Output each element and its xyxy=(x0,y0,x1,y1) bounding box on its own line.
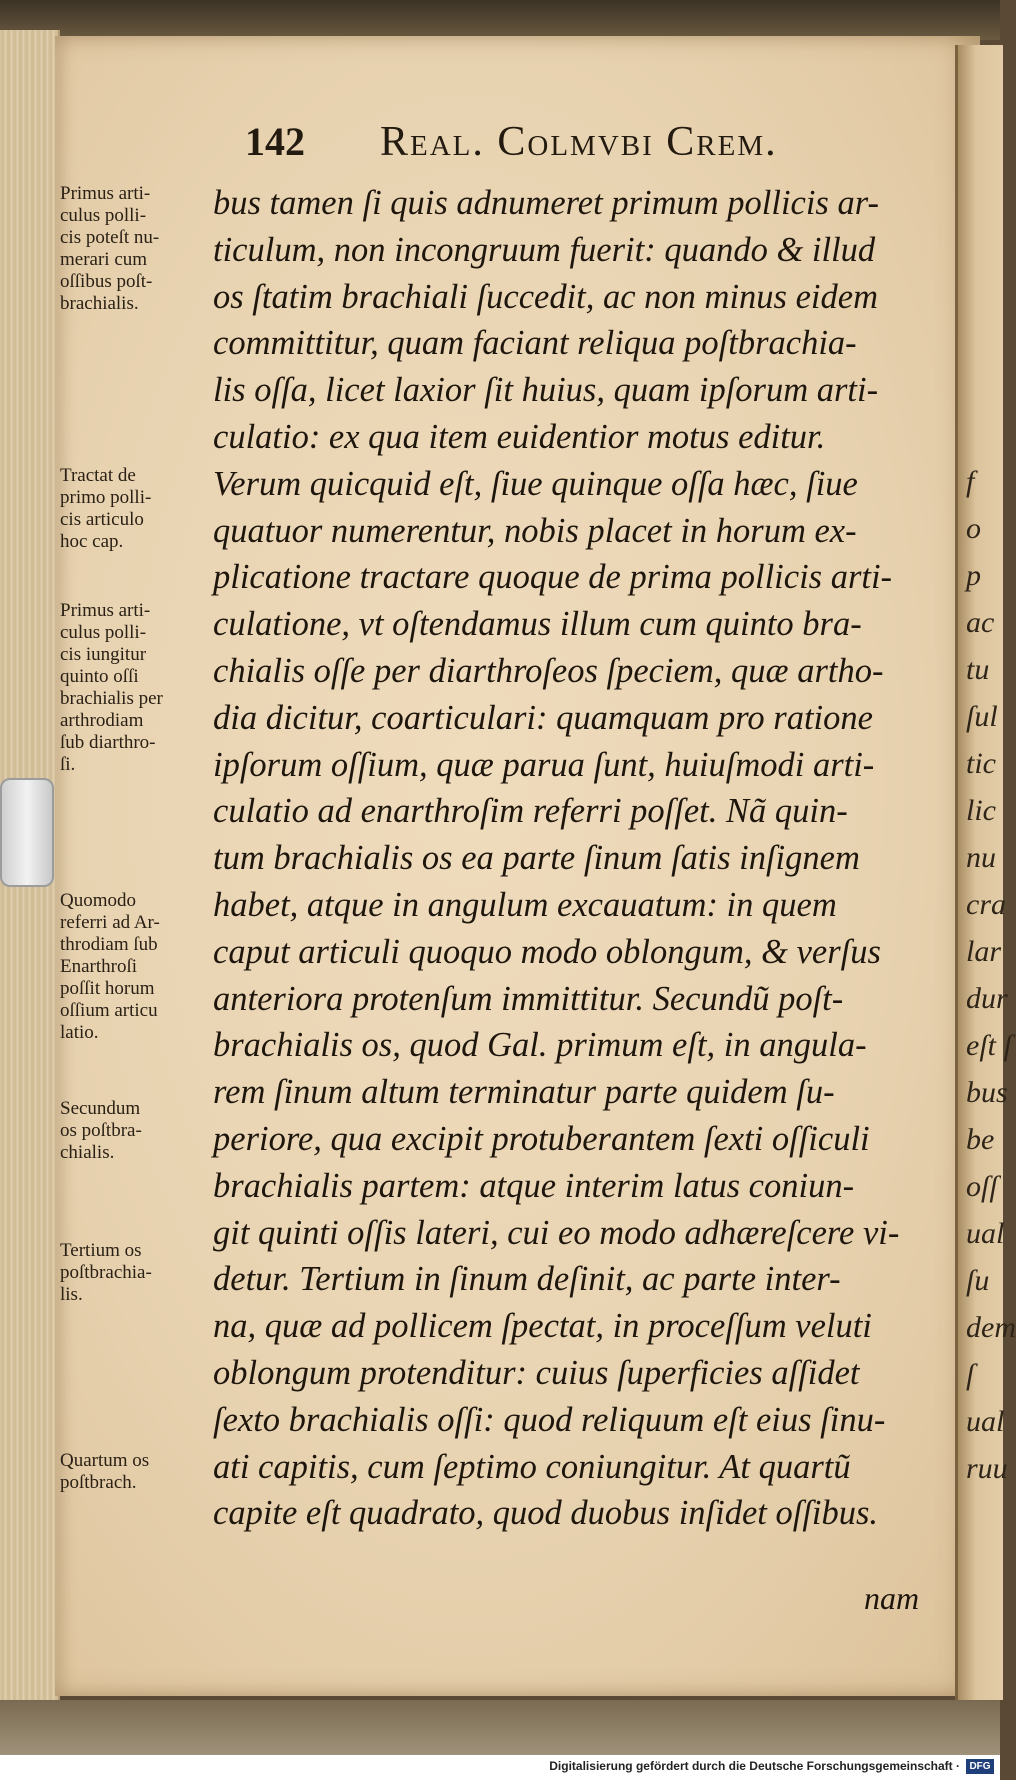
footer-bar xyxy=(0,1755,1000,1780)
book-bottom-edge xyxy=(0,1700,1000,1755)
margin-note-line: brachialis. xyxy=(60,293,139,314)
next-page-fragment: dur xyxy=(966,982,1008,1015)
body-line: ſexto brachialis oſſi: quod reliquum eſt eius ſinu- xyxy=(213,1400,886,1439)
body-line: ati capitis, cum ſeptimo coniungitur. At quartũ xyxy=(213,1447,851,1486)
next-page-fragment: ual xyxy=(966,1405,1005,1438)
next-page-fragment: lar xyxy=(966,935,1002,968)
margin-note-line: os poſtbra- xyxy=(60,1120,142,1141)
body-line: na, quæ ad pollicem ſpectat, in proceſſum veluti xyxy=(213,1307,872,1346)
margin-note-line: culus polli- xyxy=(60,205,147,226)
page-number: 142 xyxy=(245,119,305,164)
body-line: tum brachialis os ea parte ſinum ſatis inſignem xyxy=(213,839,860,878)
margin-note-line: ſub diarthro- xyxy=(60,732,156,753)
body-line: brachialis partem: atque interim latus coniun- xyxy=(213,1166,855,1205)
body-line: capite eſt quadrato, quod duobus inſidet oſſibus. xyxy=(213,1494,879,1533)
next-page-fragment: ual xyxy=(966,1217,1005,1250)
body-line: ipſorum oſſium, quæ parua ſunt, huiuſmodi arti- xyxy=(213,745,875,784)
margin-note-line: primo polli- xyxy=(60,487,152,508)
margin-note-line: Primus arti- xyxy=(60,600,151,621)
body-line: ticulum, non incongruum fuerit: quando & illud xyxy=(213,230,876,269)
dfg-logo: DFG xyxy=(966,1759,994,1774)
margin-note-line: oſſibus poſt- xyxy=(60,271,153,292)
body-line: bus tamen ſi quis adnumeret primum pollicis ar- xyxy=(213,184,879,222)
backdrop xyxy=(0,0,1000,40)
body-line: dia dicitur, coarticulari: quamquam pro ratione xyxy=(213,698,873,737)
next-page-fragment: tu xyxy=(966,653,990,686)
margin-note xyxy=(60,1240,230,1306)
next-page-fragment: ac xyxy=(966,606,995,639)
margin-note xyxy=(60,183,230,315)
next-page-fragment: tic xyxy=(966,747,996,780)
body-line: git quinti oſſis lateri, cui eo modo adhæreſcere vi- xyxy=(213,1213,900,1252)
next-page-fragment: lic xyxy=(966,794,996,827)
margin-note xyxy=(60,600,230,776)
next-page-fragment: ſul xyxy=(966,700,998,733)
margin-note-line: arthrodiam xyxy=(60,710,144,731)
margin-note-line: Enarthroſi xyxy=(60,956,138,977)
running-head: Real. Colmvbi Crem. xyxy=(380,119,778,165)
body-line: culatio ad enarthroſim referri poſſet. Nã quin- xyxy=(213,792,848,831)
margin-note-line: hoc cap. xyxy=(60,531,124,552)
next-page-fragment: ſ xyxy=(966,1358,975,1391)
margin-note-line: poſtbrach. xyxy=(60,1472,137,1493)
margin-note-line: referri ad Ar- xyxy=(60,912,160,933)
next-page-fragment: o xyxy=(966,512,981,545)
body-line: culatio: ex qua item euidentior motus editur. xyxy=(213,418,826,456)
body-line: plicatione tractare quoque de prima pollicis arti- xyxy=(213,558,893,597)
digitization-credit: Digitalisierung gefördert durch die Deutsche Forschungsgemeinschaft · xyxy=(549,1759,960,1773)
margin-note-line: cis iungitur xyxy=(60,644,147,665)
margin-note-line: Quomodo xyxy=(60,890,136,911)
margin-note-line: brachialis per xyxy=(60,688,163,709)
margin-note xyxy=(60,1098,230,1164)
body-line: periore, qua excipit protuberantem ſexti oſſiculi xyxy=(213,1120,870,1158)
body-line: culatione, vt oſtendamus illum cum quinto bra- xyxy=(213,605,862,644)
next-page-fragment: p xyxy=(966,559,981,592)
margin-note-line: Secundum xyxy=(60,1098,141,1119)
body-line: chialis oſſe per diarthroſeos ſpeciem, quæ artho- xyxy=(213,652,884,690)
margin-note-line: Tractat de xyxy=(60,465,136,486)
margin-note-line: Primus arti- xyxy=(60,183,151,204)
margin-note-line: culus polli- xyxy=(60,622,147,643)
margin-note-line: lis. xyxy=(60,1284,83,1305)
body-line: anteriora protenſum immittitur. Secundũ poſt- xyxy=(213,979,844,1018)
margin-note-line: cis poteſt nu- xyxy=(60,227,160,248)
next-page-fragment: cra xyxy=(966,888,1006,921)
body-line: os ſtatim brachiali ſuccedit, ac non minus eidem xyxy=(213,277,878,316)
body-line: brachialis os, quod Gal. primum eſt, in angula- xyxy=(213,1026,867,1065)
body-line: caput articuli quoquo modo oblongum, & verſus xyxy=(213,932,881,971)
margin-note xyxy=(60,1450,230,1494)
body-line: habet, atque in angulum excauatum: in quem xyxy=(213,886,837,924)
next-page-fragment: nu xyxy=(966,841,996,874)
margin-note-line: oſſium articu xyxy=(60,1000,158,1021)
margin-note-line: merari cum xyxy=(60,249,148,270)
body-line: Verum quicquid eſt, ſiue quinque oſſa hæc, ſiue xyxy=(213,464,858,503)
body-line: oblongum protenditur: cuius ſuperficies aſſidet xyxy=(213,1354,860,1392)
next-page-fragment: dem xyxy=(966,1311,1016,1344)
margin-note xyxy=(60,890,230,1044)
catchword: nam xyxy=(864,1580,920,1616)
margin-note-line: Tertium os xyxy=(60,1240,142,1261)
next-page-fragment: f xyxy=(966,465,975,498)
next-page-fragment: eſt ſ xyxy=(966,1029,1012,1062)
margin-note-line: latio. xyxy=(60,1022,99,1043)
page-header xyxy=(245,118,945,168)
margin-note-line: Quartum os xyxy=(60,1450,150,1471)
body-line: detur. Tertium in ſinum deſinit, ac parte inter- xyxy=(213,1260,841,1299)
page-clip xyxy=(0,778,54,887)
margin-note xyxy=(60,465,230,553)
margin-note-line: chialis. xyxy=(60,1142,115,1163)
next-page-fragment: ruu xyxy=(966,1452,1008,1485)
margin-note-line: cis articulo xyxy=(60,509,144,530)
next-page-fragment: be xyxy=(966,1123,995,1156)
next-page-fragment: oſſ xyxy=(966,1170,998,1203)
margin-note-line: quinto oſſi xyxy=(60,666,139,687)
body-line: rem ſinum altum terminatur parte quidem ſu- xyxy=(213,1073,835,1112)
next-page-fragment: bus xyxy=(966,1076,1008,1109)
body-line: committitur, quam faciant reliqua poſtbrachia- xyxy=(213,324,857,363)
margin-note-line: throdiam ſub xyxy=(60,934,158,955)
body-line: quatuor numerentur, nobis placet in horum ex- xyxy=(213,511,857,550)
margin-note-line: poſtbrachia- xyxy=(60,1262,152,1283)
margin-note-line: ſi. xyxy=(60,754,76,775)
next-page-fragment: ſu xyxy=(966,1264,990,1297)
next-page-edge xyxy=(955,45,1016,1700)
margin-note-line: poſſit horum xyxy=(60,978,155,999)
body-line: lis oſſa, licet laxior ſit huius, quam ipſorum arti- xyxy=(213,371,879,410)
